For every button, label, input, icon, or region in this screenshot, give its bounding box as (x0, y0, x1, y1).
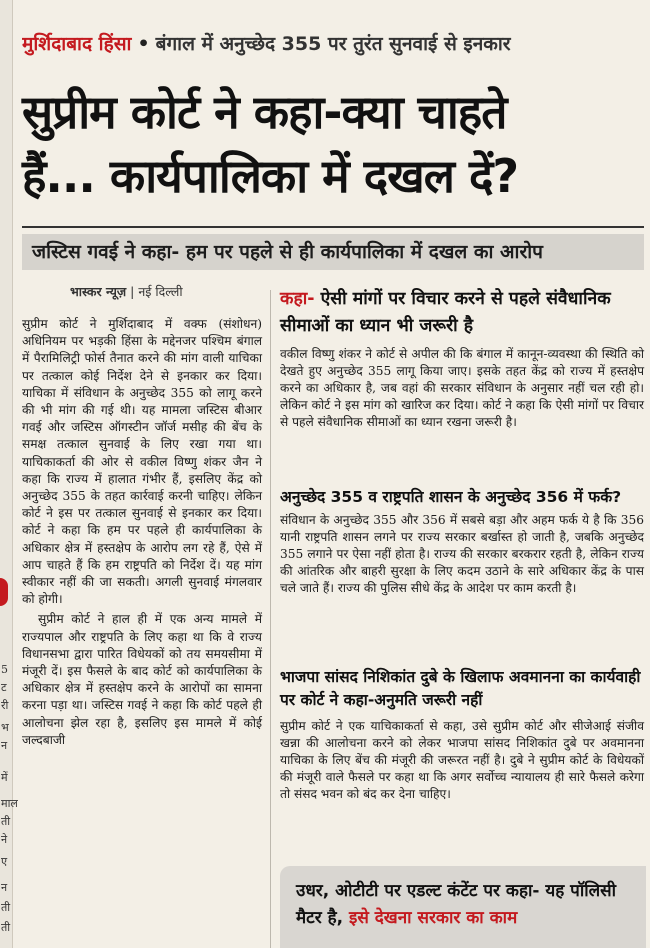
kicker-text: बंगाल में अनुच्छेद 355 पर तुरंत सुनवाई से इनकार (155, 33, 511, 55)
edge-fragment: ती (1, 921, 11, 934)
column-divider (270, 290, 271, 948)
article-paragraph: सुप्रीम कोर्ट ने मुर्शिदाबाद में वक्फ (संशोधन) अधिनियम पर भड़की हिंसा के मद्देनजर पश्चिम बंगाल में पैरामिलिट्री फोर्स तैनात करने की मांग वाली याचिका पर तत्काल कोई निर्देश देने से इनकार कर दिया। याचिका में संविधान के अनुच्छेद 355 को लागू करने की भी मांग की गई थी। यह मामला जस्टिस बीआर गवई और जस्टिस ऑगस्टीन जॉर्ज मसीह की बेंच के समक्ष तत्काल सुनवाई के लिए रखा गया था। याचिकाकर्ता की ओर से वकील विष्णु शंकर जैन ने कहा कि राज्य में हालात गंभीर हैं, इसलिए केंद्र को अनुच्छेद 355 के तहत कार्रवाई करनी चाहिए। लेकिन कोर्ट ने इस पर तत्काल सुनवाई से इनकार कर दिया। कोर्ट ने कहा कि हम पर पहले ही कार्यपालिका के अधिकार क्षेत्र में हस्तक्षेप के आरोप लग रहे हैं, ऐसे में आप चाहते हैं कि हम राष्ट्रपति को निर्देश दें। यह मांग स्वीकार नहीं की जा सकती। अगली सुनवाई मंगलवार को होगी। (22, 317, 262, 607)
section-body-3: सुप्रीम कोर्ट ने एक याचिकाकर्ता से कहा, उसे सुप्रीम कोर्ट और सीजेआई संजीव खन्ना की आलोचना करने को लेकर भाजपा सांसद निशिकांत दुबे पर अवमानना याचिका के लिए बेंच की मंजूरी की जरूरत नहीं है। दुबे ने सुप्रीम कोर्ट के विधेयकों की मंजूरी वाले फैसले पर कहा था कि अगर सर्वोच्च न्यायालय ही सारे फैसले करेगा तो संसद भवन को बंद कर देना चाहिए। (280, 719, 644, 801)
edge-fragment: में (1, 771, 8, 784)
headline-line-1: सुप्रीम कोर्ट ने कहा-क्या चाहते (22, 85, 507, 139)
subdeck: जस्टिस गवई ने कहा- हम पर पहले से ही कार्यपालिका में दखल का आरोप (22, 234, 644, 270)
edge-fragment: ती (1, 901, 11, 914)
section-heading-2: अनुच्छेद 355 व राष्ट्रपति शासन के अनुच्छेद 356 में फर्क? (280, 488, 622, 506)
edge-fragment: री (1, 699, 9, 712)
kicker-bullet: • (137, 33, 150, 55)
section-heading-3: भाजपा सांसद निशिकांत दुबे के खिलाफ अवमानना का कार्यवाही पर कोर्ट ने कहा-अनुमति जरूरी नहीं (280, 668, 641, 709)
section-heading-text: ऐसी मांगों पर विचार करने से पहले संवैधानिक सीमाओं का ध्यान भी जरूरी है (280, 289, 611, 336)
section-heading-label: कहा- (280, 289, 315, 309)
edge-fragment: 5 (1, 663, 8, 676)
edge-fragment: न (1, 739, 8, 752)
highlight-box-text-black: उधर, ओटीटी पर एडल्ट कंटेंट पर कहा- यह पॉलिसी मैटर है, (296, 881, 617, 928)
kicker-tag: मुर्शिदाबाद हिंसा (22, 33, 132, 55)
highlight-box-text-red: इसे देखना सरकार का काम (349, 908, 518, 928)
edge-fragment: ट (1, 681, 7, 694)
byline-separator: | (130, 284, 135, 299)
byline-place: नई दिल्ली (138, 284, 183, 299)
red-edge-marker (0, 578, 8, 606)
edge-fragment: ए (1, 855, 8, 868)
divider (22, 226, 644, 228)
edge-fragment: ती (1, 815, 11, 828)
byline-agency: भास्कर न्यूज़ (70, 284, 127, 299)
adjacent-column-edge (0, 0, 18, 948)
article-paragraph: सुप्रीम कोर्ट ने हाल ही में एक अन्य मामले में राज्यपाल और राष्ट्रपति के लिए कहा था कि वे राज्य विधानसभा द्वारा पारित विधेयकों को तय समयसीमा में मंजूरी दें। इस फैसले के बाद कोर्ट को कार्यपालिका के अधिकार क्षेत्र में हस्तक्षेप करने के आरोपों का सामना करना पड़ा था। जस्टिस गवई ने कहा कि कोर्ट पहले ही आलोचना झेल रहा है, इसलिए इस मामले में कोई जल्दबाजी (22, 612, 262, 747)
highlight-box-text (296, 878, 642, 932)
edge-fragment: माल (1, 797, 18, 810)
kicker-line (22, 30, 646, 58)
headline-line-2: हैं... कार्यपालिका में दखल दें? (22, 149, 519, 203)
main-article-column (22, 316, 262, 749)
byline (70, 283, 270, 300)
edge-fragment: ने (1, 833, 8, 846)
section-body-2: संविधान के अनुच्छेद 355 और 356 में सबसे बड़ा और अहम फर्क ये है कि 356 यानी राष्ट्रपति शासन लगने पर राज्य सरकार बर्खास्त हो जाती है, जबकि अनुच्छेद 355 लगाने पर ऐसा नहीं होता है। राज्य की सरकार बरकरार रहती है, लेकिन राज्य की आंतरिक और बाहरी सुरक्षा के लिए कदम उठाने के सारे अधिकार केंद्र के पास चले जाते हैं। राज्य की पुलिस सीधे केंद्र के आदेश पर काम करती है। (280, 513, 644, 595)
section-heading-1 (280, 286, 646, 340)
section-body-1: वकील विष्णु शंकर ने कोर्ट से अपील की कि बंगाल में कानून-व्यवस्था की स्थिति को देखते हुए अनुच्छेद 355 लागू किया जाए। इसके तहत केंद्र को राज्य में हस्तक्षेप करने का अधिकार है, जब वहां की सरकार संविधान के अनुसार नहीं चल रही हो। लेकिन कोर्ट ने इस मांग को खारिज कर दिया। कोर्ट ने कहा कि ऐसी मांगों पर विचार से पहले संवैधानिक सीमाओं का ध्यान रखना जरूरी है। (280, 347, 644, 429)
headline (22, 80, 644, 208)
edge-fragment: न (1, 881, 8, 894)
edge-fragment: भ (1, 721, 9, 734)
